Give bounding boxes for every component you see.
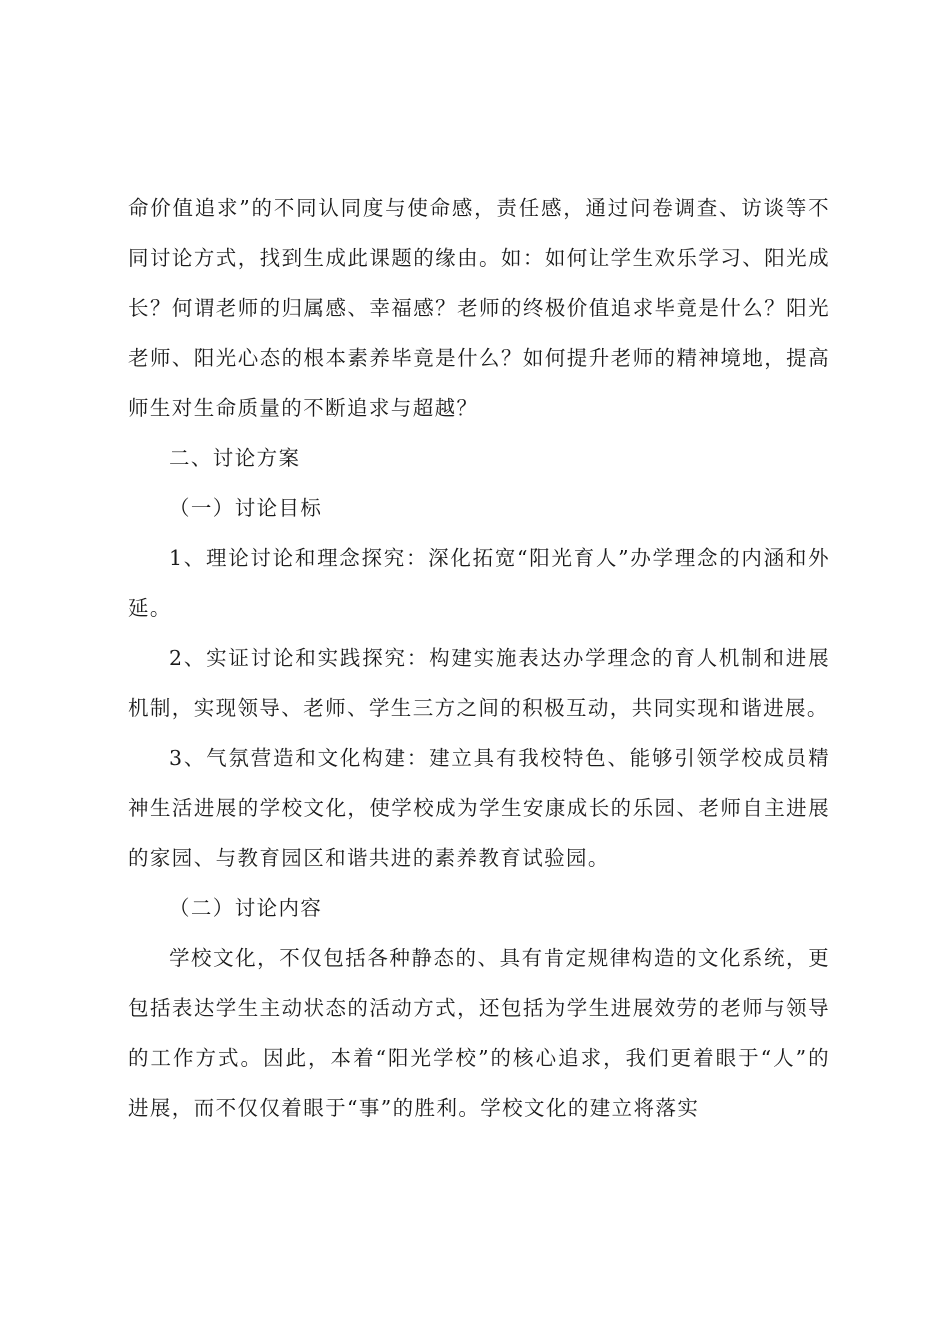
document-body: [128, 183, 830, 1133]
section-heading-research-plan: 二、讨论方案: [169, 446, 301, 470]
paragraph-goal-3: 3、气氛营造和文化构建：建立具有我校特色、能够引领学校成员精神生活进展的学校文化，使学校成为学生安康成长的乐园、老师自主进展的家园、与教育园区和谐共进的素养教育试验园。: [128, 746, 830, 870]
paragraph-intro-continuation: 命价值追求”的不同认同度与使命感，责任感，通过问卷调查、访谈等不同讨论方式，找到生成此课题的缘由。如：如何让学生欢乐学习、阳光成长？何谓老师的归属感、幸福感？老师的终极价值追求毕竟是什么？阳光老师、阳光心态的根本素养毕竟是什么？如何提升老师的精神境地，提高师生对生命质量的不断追求与超越？: [128, 196, 830, 420]
paragraph-goal-1: 1、理论讨论和理念探究：深化拓宽“阳光育人”办学理念的内涵和外延。: [128, 546, 830, 620]
subsection-heading-research-goals: （一）讨论目标: [169, 496, 323, 520]
subsection-heading-research-content: （二）讨论内容: [169, 896, 323, 920]
paragraph-goal-2: 2、实证讨论和实践探究：构建实施表达办学理念的育人机制和进展机制，实现领导、老师、学生三方之间的积极互动，共同实现和谐进展。: [128, 646, 830, 720]
paragraph-school-culture: 学校文化，不仅包括各种静态的、具有肯定规律构造的文化系统，更包括表达学生主动状态的活动方式，还包括为学生进展效劳的老师与领导的工作方式。因此，本着“阳光学校”的核心追求，我们更着眼于“人”的进展，而不仅仅着眼于“事”的胜利。学校文化的建立将落实: [128, 946, 830, 1120]
